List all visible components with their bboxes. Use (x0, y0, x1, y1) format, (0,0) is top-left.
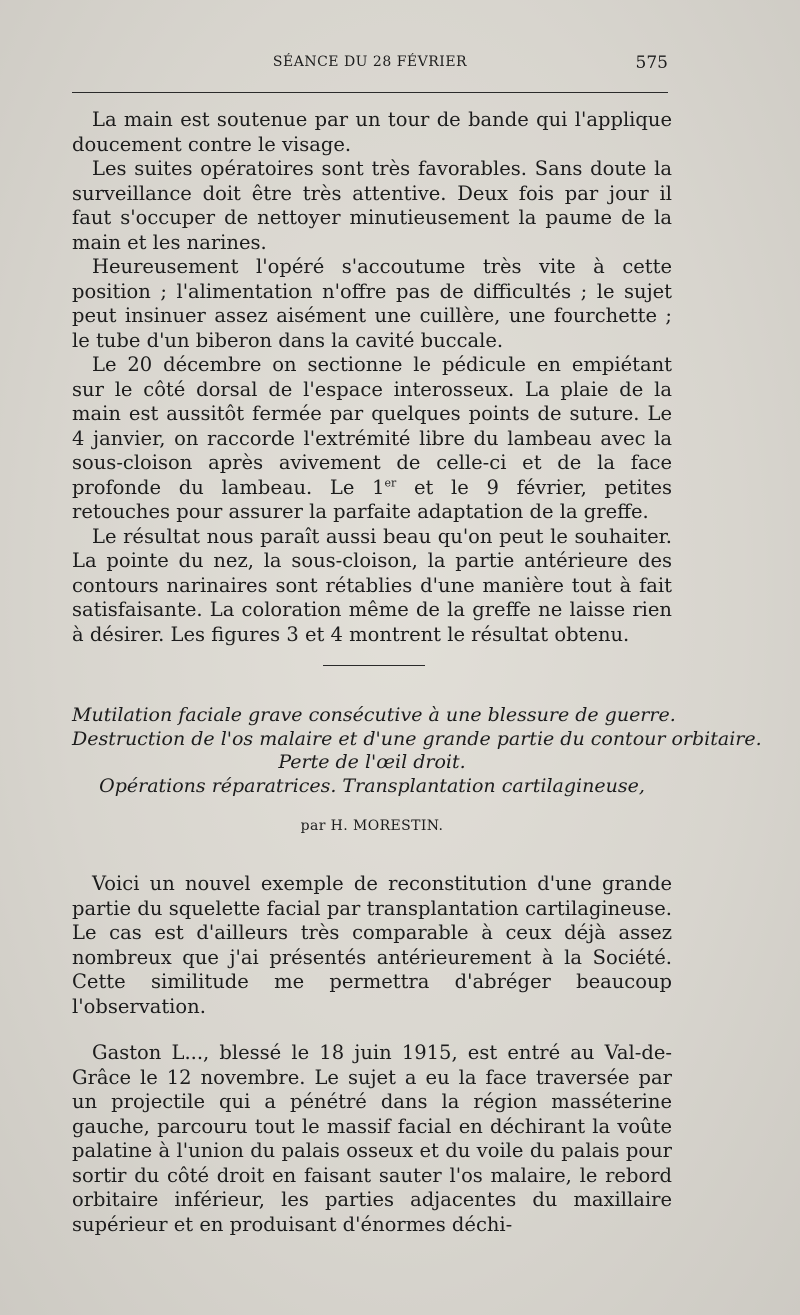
superscript: er (384, 476, 397, 489)
header-rule (72, 92, 668, 93)
article-title-line: Opérations réparatrices. Transplantation cartilagineuse, (99, 774, 645, 797)
article-author: par H. MORESTIN. (300, 818, 444, 834)
running-header (72, 54, 668, 82)
paragraph: Heureusement l'opéré s'accoutume très vite à cette position ; l'alimentation n'offre pas de difficultés ; le sujet peut insinuer assez aisément une cuillère, une fourchette ; le tube d'un biberon dans la cavité buccale. (72, 255, 672, 352)
article-text (72, 872, 672, 1237)
paragraph: Le résultat nous paraît aussi beau qu'on peut le souhaiter. La pointe du nez, la sous-cloison, la partie antérieure des contours narinaires sont rétablies d'une manière tout à fait satisfaisante. La coloration même de la greffe ne laisse rien à désirer. Les figures 3 et 4 montrent le résultat obtenu. (72, 524, 672, 646)
article-title-line: Perte de l'œil droit. (278, 751, 466, 773)
article-title-line: Destruction de l'os malaire et d'une grande partie du contour orbitaire. (72, 727, 762, 750)
running-title: SÉANCE DU 28 FÉVRIER (272, 54, 468, 70)
section-divider (323, 665, 425, 666)
paragraph: La main est soutenue par un tour de bande qui l'applique doucement contre le visage. (72, 108, 672, 156)
paragraph: Voici un nouvel exemple de reconstitution d'une grande partie du squelette facial par transplantation cartilagineuse. Le cas est d'ailleurs très comparable à ceux déjà assez nombreux que j'ai présentés antérieurement à la Société. Cette similitude me permettra d'abréger beaucoup l'observation. (72, 872, 672, 1018)
article-title (72, 704, 762, 798)
paragraph: Les suites opératoires sont très favorables. Sans doute la surveillance doit être très attentive. Deux fois par jour il faut s'occuper de nettoyer minutieusement la paume de la main et les narines. (72, 157, 672, 254)
paragraph (72, 353, 672, 525)
section-continued-text (72, 108, 672, 647)
paragraph: Gaston L..., blessé le 18 juin 1915, est entré au Val-de-Grâce le 12 novembre. Le sujet a eu la face traversée par un projectile qui a pénétré dans la région masséterine gauche, parcouru tout le massif facial en déchirant la voûte palatine à l'union du palais osseux et du voile du palais pour sortir du côté droit en faisant sauter l'os malaire, le rebord orbitaire inférieur, les parties adjacentes du maxillaire supérieur et en produisant d'énormes déchi- (72, 1041, 672, 1236)
page-number: 575 (635, 53, 668, 73)
article-title-line: Mutilation faciale grave consécutive à une blessure de guerre. (72, 704, 676, 726)
paragraph-part: Le 20 décembre on sectionne le pédicule en empiétant sur le côté dorsal de l'espace interosseux. La plaie de la main est aussitôt fermée par quelques points de suture. Le 4 janvier, on raccorde l'extrémité libre du lambeau avec la sous-cloison après avivement de celle-ci et de la face profonde du lambeau. Le 1 (72, 353, 672, 499)
paragraph-part: et le 9 février, petites retouches pour assurer la parfaite adaptation de la greffe. (72, 475, 672, 523)
